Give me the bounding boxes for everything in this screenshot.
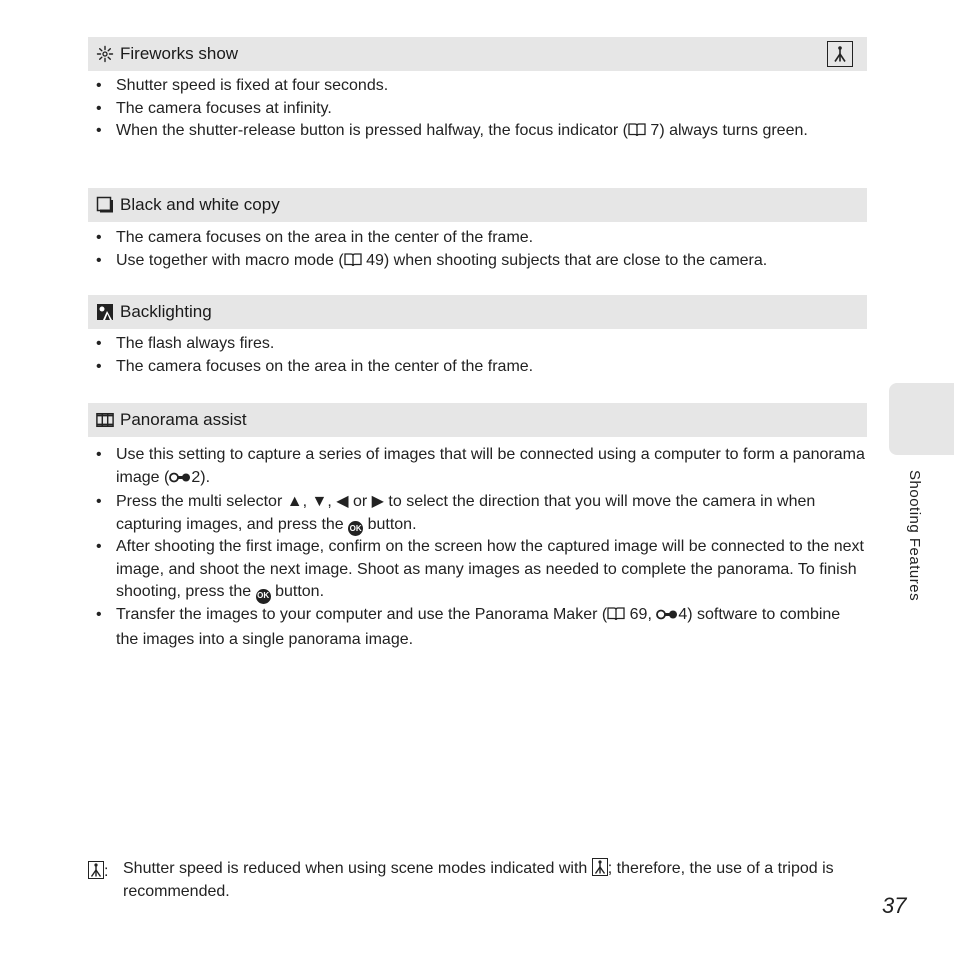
page-number: 37: [882, 893, 907, 918]
book-reference-icon: [344, 252, 362, 275]
book-reference-icon: [607, 606, 625, 629]
list-item: • Shutter speed is fixed at four seconds.: [96, 75, 866, 98]
list-item: • The camera focuses at infinity.: [96, 98, 866, 121]
reference-section-icon: [656, 606, 678, 629]
list-item: • When the shutter-release button is pressed halfway, the focus indicator ( 7) always turns green.: [96, 120, 866, 145]
arrow-right-icon: ▶: [371, 493, 384, 510]
section-header-panorama: [88, 403, 867, 437]
chapter-label: Shooting Features: [906, 470, 923, 602]
book-reference-icon: [628, 122, 646, 145]
tripod-icon: :: [88, 860, 108, 883]
section-header-backlighting: [88, 295, 867, 329]
list-item: • After shooting the first image, confirm on the screen how the captured image will be connected to the next image, and shoot the next image. Shoot as many images as needed to complete the panorama. To finish shooting, press the OK button.: [96, 536, 866, 604]
list-item: • Use together with macro mode ( 49) when shooting subjects that are close to the camera.: [96, 250, 866, 275]
list-item: • The camera focuses on the area in the center of the frame.: [96, 356, 866, 379]
reference-section-icon: [169, 469, 191, 492]
fireworks-icon: [96, 45, 114, 63]
tripod-icon: [827, 41, 853, 67]
section-header-fireworks: [88, 37, 867, 71]
backlighting-icon: [96, 303, 114, 321]
arrow-left-icon: ◀: [336, 493, 349, 510]
panorama-icon: [96, 411, 114, 429]
footnote: : Shutter speed is reduced when using scene modes indicated with ; therefore, the use of a tripod is recommended.: [88, 857, 868, 903]
section-title: Backlighting: [120, 302, 212, 321]
list-item: • Press the multi selector ▲, ▼, ◀ or ▶ to select the direction that you will move the camera in when capturing images, and press the OK button.: [96, 491, 866, 536]
copy-document-icon: [96, 196, 114, 214]
ok-button-icon: OK: [348, 521, 363, 536]
list-item: • The camera focuses on the area in the center of the frame.: [96, 227, 866, 250]
tripod-icon: [592, 858, 608, 876]
bw-copy-bullet-list: [96, 227, 866, 274]
arrow-up-icon: ▲: [286, 493, 303, 510]
section-title: Panorama assist: [120, 410, 247, 429]
backlighting-bullet-list: [96, 333, 866, 378]
ok-button-icon: OK: [256, 589, 271, 604]
chapter-tab: [889, 383, 954, 455]
section-header-bw-copy: [88, 188, 867, 222]
arrow-down-icon: ▼: [311, 493, 328, 510]
section-title: Fireworks show: [120, 44, 239, 63]
list-item: • Transfer the images to your computer and use the Panorama Maker ( 69, 4) software to combine the images into a single panorama image.: [96, 604, 866, 651]
list-item: • The flash always fires.: [96, 333, 866, 356]
list-item: • Use this setting to capture a series of images that will be connected using a computer to form a panorama image ( 2).: [96, 444, 866, 491]
fireworks-bullet-list: [96, 75, 866, 145]
section-title: Black and white copy: [120, 195, 280, 214]
panorama-bullet-list: [96, 444, 866, 651]
